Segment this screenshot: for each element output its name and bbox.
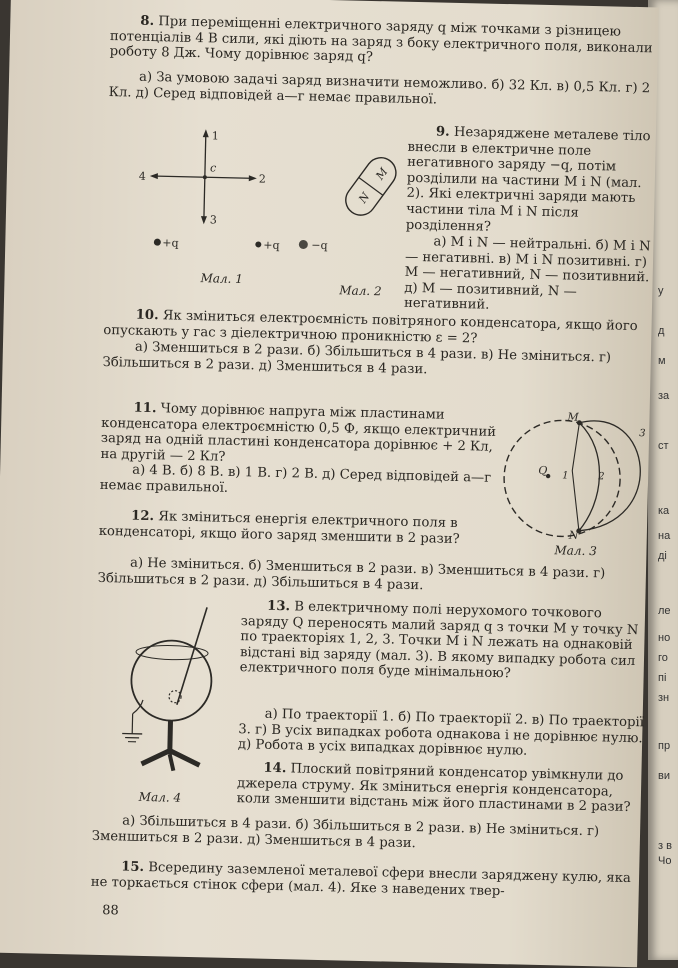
fig1-negative-charge-label: −q xyxy=(311,239,328,252)
neighbor-page-fragment: у xyxy=(658,285,664,297)
neighbor-page-fragment: ка xyxy=(658,505,669,517)
figure-4 xyxy=(111,603,225,785)
question-15-number: 15. xyxy=(121,859,144,875)
neighbor-page-fragment: ст xyxy=(658,440,669,452)
figure-3 xyxy=(498,409,661,553)
question-12 xyxy=(99,508,495,548)
question-9-number: 9. xyxy=(436,124,450,139)
question-12-text: Як зміниться енергія електричного поля в конденсаторі, якщо його заряд зменшити в 2 рази? xyxy=(99,509,460,546)
fig3-trajectory-1 xyxy=(571,423,581,531)
fig1-axis-label-3: 3 xyxy=(210,213,217,226)
neighbor-page-fragment: ді xyxy=(658,550,667,562)
question-14-answer-text: а) Збільшиться в 4 рази. б) Збільшиться в 2 рази. в) Не зміниться. г) Зменшиться в 2 рази. д) Зменшиться в 4 рази. xyxy=(92,814,600,851)
question-13-answer-text: а) По траекторії 1. б) По траекторії 2. в) По траекторії 3. г) В усіх випадках робота однакова і не дорівнює нулю. д) Робота в усіх випадках дорівнює нулю. xyxy=(238,707,644,759)
fig3-trajectory-2 xyxy=(577,423,601,531)
fig3-label-1: 1 xyxy=(562,470,569,481)
question-12-number: 12. xyxy=(131,509,154,525)
question-15-text: Всередину заземленої металевої сфери внесли заряджену кулю, яка не торкається стінок сфери (мал. 4). Яке з наведених твер- xyxy=(91,860,631,899)
question-13 xyxy=(240,598,653,685)
neighbor-page-fragment: д xyxy=(658,325,664,337)
neighbor-page-fragment: пр xyxy=(658,740,670,752)
neighbor-page-fragment: зн xyxy=(658,692,669,704)
fig3-label-3: 3 xyxy=(639,428,646,439)
question-13-text: В електричному полі нерухомого точкового заряду Q переносять малий заряд q з точки M у точку N по траекторіях 1, 2, 3. Точки M і N лежать на однаковій відстані від заряду (мал. 3). В якому випадку робота сил електричного поля буде мінімальною? xyxy=(240,599,639,681)
fig4-stand-leg xyxy=(169,755,173,771)
question-11 xyxy=(100,400,496,471)
question-8-number: 8. xyxy=(140,14,154,29)
neighbor-page-fragment: з в xyxy=(658,840,672,852)
question-11-answer-text: а) 4 В. б) 8 В. в) 1 В. г) 2 В. д) Серед відповідей а—г немає правильної. xyxy=(100,463,492,496)
question-8-text: При переміщенні електричного заряду q між точками з різницею потенціалів 4 В сили, які діють на заряд з боку електричного поля, виконали роботу 8 Дж. Чому дорівнює заряд q? xyxy=(109,14,652,65)
fig2-part-m-label: M xyxy=(373,165,391,183)
fig3-label-2: 2 xyxy=(597,471,605,482)
question-14-answers xyxy=(92,813,648,857)
question-8-answer-text: а) За умовою задачі заряд визначити неможливо. б) 32 Кл. в) 0,5 Кл. г) 2 Кл. д) Серед відповідей а—г немає правильної. xyxy=(109,70,651,107)
figure-4-caption: Мал. 4 xyxy=(139,790,182,805)
fig1-center-point xyxy=(203,175,207,179)
question-14 xyxy=(237,760,649,816)
question-14-text: Плоский повітряний конденсатор увімкнули до джерела струму. Як зміниться енергія конденсатора, коли зменшити відстань між його пластинами в 2 рази? xyxy=(237,761,631,815)
fig3-label-m: M xyxy=(566,410,579,423)
question-10-number: 10. xyxy=(136,308,159,324)
question-10-text: Як зміниться електроємність повітряного конденсатора, якщо його опускають у гас з діелектричною проникністю ε = 2? xyxy=(103,308,638,346)
question-13-answers xyxy=(238,706,650,762)
neighbor-page-fragment: Чо xyxy=(658,855,671,867)
fig1-axis-label-4: 4 xyxy=(139,170,146,183)
neighbor-page-fragment: го xyxy=(658,652,668,664)
fig1-axis-label-2: 2 xyxy=(259,172,266,185)
fig1-axis-label-1: 1 xyxy=(212,129,219,142)
fig4-sphere-opening xyxy=(136,645,208,661)
fig1-center-label: c xyxy=(210,161,216,174)
question-9 xyxy=(406,124,663,239)
neighbor-page-fragment: но xyxy=(658,632,670,644)
fig3-label-n: N xyxy=(568,529,579,542)
fig1-charge-right xyxy=(255,241,261,247)
neighbor-page-fragment: пі xyxy=(658,672,666,684)
fig3-label-q: Q xyxy=(538,464,547,477)
question-10-answer-text: а) Зменшиться в 2 рази. б) Збільшиться в 4 рази. в) Не зміниться. г) Збільшиться в 2 рази. д) Зменшиться в 4 рази. xyxy=(102,340,611,377)
question-15 xyxy=(91,859,647,903)
question-9-answer-text: а) M і N — нейтральні. б) M і N — негативні. в) M і N позитивні. г) M — негативний, N — позитивний. д) M — позитивний, N — негативний. xyxy=(404,234,651,313)
question-8 xyxy=(109,13,665,72)
fig1-arrow-left xyxy=(150,173,158,179)
page-number: 88 xyxy=(102,903,119,918)
figure-2 xyxy=(336,148,408,230)
fig4-sphere xyxy=(131,640,213,722)
fig1-charge-left xyxy=(154,239,161,246)
question-11-number: 11. xyxy=(133,401,156,417)
fig1-arrow-up xyxy=(203,129,209,137)
question-11-text: Чому дорівнює напруга між пластинами конденсатора електроємністю 0,5 Ф, якщо електричний заряд на одній пластині конденсатора дорівнює + 2 Кл, на другій — 2 Кл? xyxy=(100,401,496,464)
neighbor-page-fragment: м xyxy=(658,355,666,367)
question-13-number: 13. xyxy=(267,599,290,615)
fig1-arrow-down xyxy=(201,216,207,224)
question-14-number: 14. xyxy=(263,761,286,777)
question-8-answers xyxy=(109,69,665,113)
neighbor-page-fragment: ле xyxy=(658,605,671,617)
figure-2-caption: Мал. 2 xyxy=(339,283,382,298)
figure-1-caption: Мал. 1 xyxy=(200,271,243,286)
neighbor-page-fragment: за xyxy=(658,390,669,402)
question-9-text: Незаряджене металеве тіло внесли в електричне поле негативного заряду −q, потім розділили на частини M і N (мал. 2). Які електричні заряди мають частини тіла M і N після розділення? xyxy=(406,125,651,234)
fig2-part-n-label: N xyxy=(356,190,373,207)
neighbor-page-fragment: на xyxy=(658,530,670,542)
figure-3-caption: Мал. 3 xyxy=(554,543,597,558)
figure-1 xyxy=(134,124,318,288)
neighbor-page-fragment: ви xyxy=(658,770,670,782)
fig3-trajectory-3 xyxy=(577,421,642,533)
question-12-answers xyxy=(98,555,654,599)
fig1-charge-left-label: +q xyxy=(162,236,179,249)
fig1-arrow-right xyxy=(249,175,257,181)
question-12-answer-text: а) Не зміниться. б) Зменшиться в 2 рази. в) Зменшиться в 4 рази. г) Збільшиться в 2 рази. д) Збільшиться в 4 рази. xyxy=(98,556,606,593)
fig1-charge-right-label: +q xyxy=(263,239,280,252)
question-9-answers xyxy=(404,234,661,318)
fig1-negative-charge xyxy=(299,240,308,249)
